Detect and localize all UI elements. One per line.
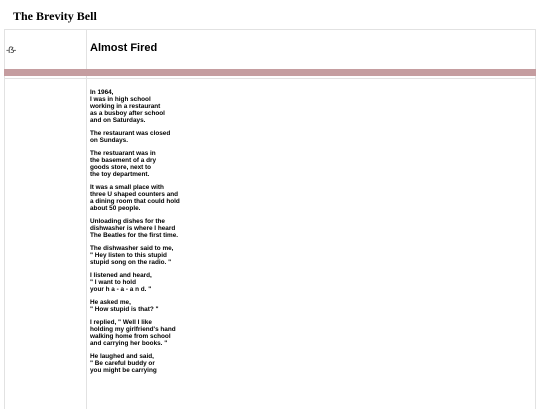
poem-line: working in a restaurant: [90, 103, 161, 110]
poem-line: " Be careful buddy or: [90, 360, 155, 367]
poem-line: He asked me,: [90, 299, 131, 306]
poem-line: the basement of a dry: [90, 157, 157, 164]
stanza: [90, 184, 290, 212]
header-band: [4, 69, 536, 76]
poem-line: The restuarant was in: [90, 150, 156, 157]
poem-line: " Hey listen to this stupid: [90, 252, 167, 259]
poem-line: He laughed and said,: [90, 353, 154, 360]
poem-line: on Sundays.: [90, 137, 128, 144]
stanza: [90, 245, 290, 266]
stanza: [90, 272, 290, 293]
poem-line: a dining room that could hold: [90, 198, 180, 205]
poem-line: Unloading dishes for the: [90, 218, 165, 225]
poem-line: It was a small place with: [90, 184, 164, 191]
poem-line: your h a - a - a n d. ": [90, 286, 152, 293]
poem-line: goods store, next to: [90, 164, 152, 171]
poem-line: The Beatles for the first time.: [90, 232, 179, 239]
poem-line: the toy department.: [90, 171, 150, 178]
poem-line: you might be carrying: [90, 367, 157, 374]
stanza: [90, 150, 290, 178]
stanza: [90, 319, 290, 347]
poem-line: I was in high school: [90, 96, 151, 103]
stanza: [90, 353, 290, 374]
poem-line: I replied, " Well I like: [90, 319, 152, 326]
poem-line: walking home from school: [90, 333, 171, 340]
post-title[interactable]: Almost Fired: [90, 42, 158, 54]
site-title[interactable]: The Brevity Bell: [13, 9, 97, 23]
stanza: [90, 299, 290, 313]
stanza: [90, 89, 290, 124]
poem-line: about 50 people.: [90, 205, 141, 212]
column-divider: [86, 29, 87, 409]
poem-line: dishwasher is where I heard: [90, 225, 176, 232]
stanza: [90, 130, 290, 144]
stanza: [90, 218, 290, 239]
poem-line: The dishwasher said to me,: [90, 245, 174, 252]
poem-line: as a busboy after school: [90, 110, 165, 117]
poem-line: stupid song on the radio. ": [90, 259, 172, 266]
poem-line: and carrying her books. ": [90, 340, 168, 347]
poem-line: The restaurant was closed: [90, 130, 171, 137]
band-divider: [4, 78, 536, 79]
poem-line: " How stupid is that? ": [90, 306, 159, 313]
poem-line: " I want to hold: [90, 279, 136, 286]
poem-line: three U shaped counters and: [90, 191, 179, 198]
poem-line: I listened and heard,: [90, 272, 152, 279]
poem-line: holding my girlfriend's hand: [90, 326, 176, 333]
poem-line: and on Saturdays.: [90, 117, 146, 124]
post-body: [90, 89, 290, 380]
ornament-icon: -ẞ-: [6, 45, 16, 55]
poem-line: In 1964,: [90, 89, 114, 96]
